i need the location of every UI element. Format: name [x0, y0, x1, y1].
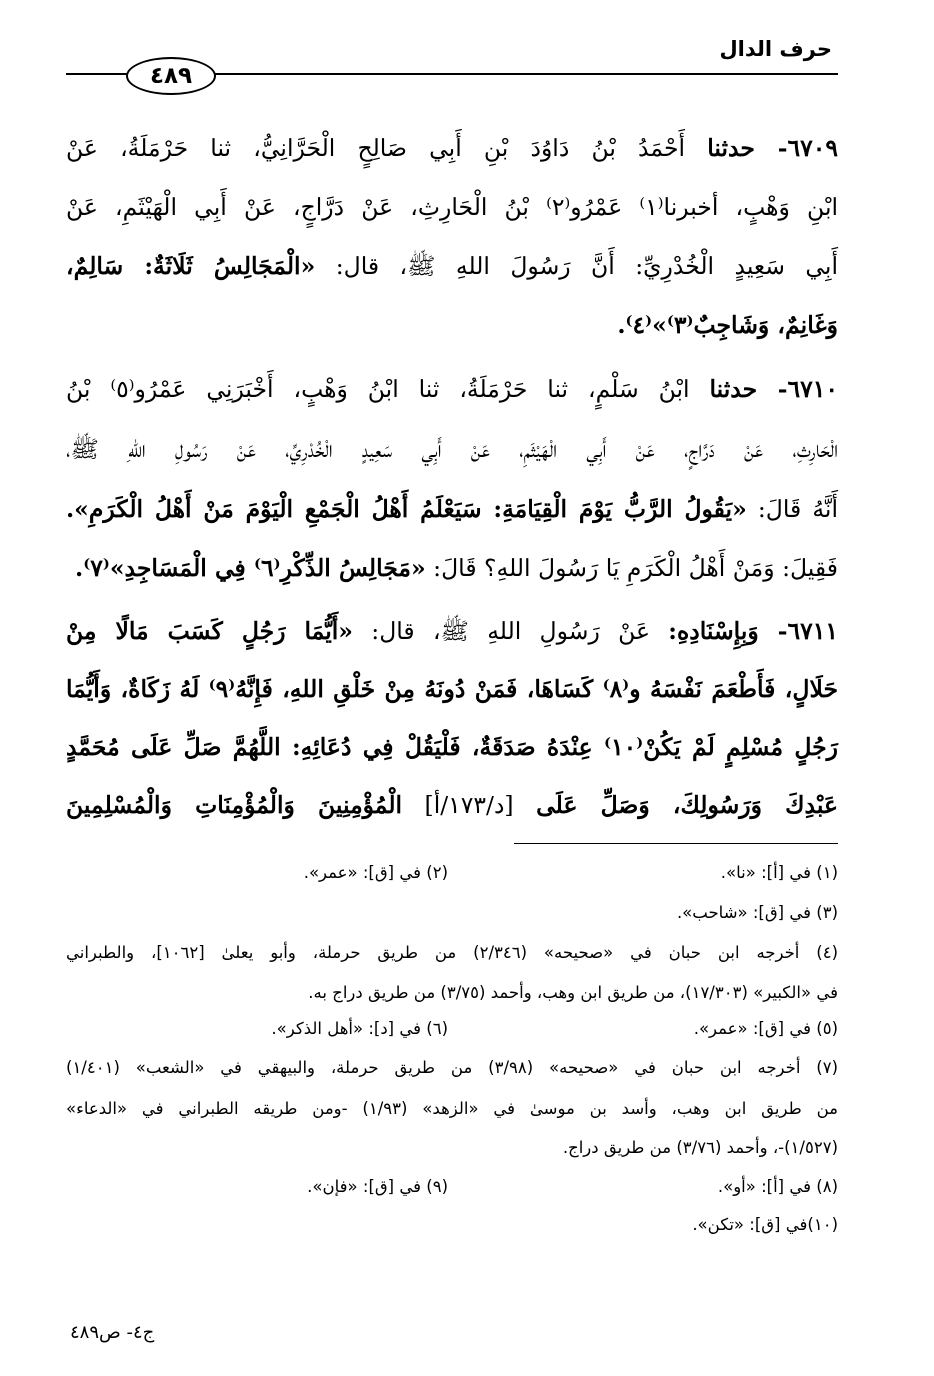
hadith-6710-line-3: أَنَّهُ قَالَ: «يَقُولُ الرَّبُّ يَوْمَ الْقِيَامَةِ: سَيَعْلَمُ أَهْلُ الْجَمْعِ الْيَوْمَ مَنْ أَهْلُ الْكَرَمِ».: [66, 495, 838, 523]
hadith-6709-line-2: ابْنِ وَهْبٍ، أخبرنا⁽١⁾ عَمْرُو⁽٢⁾ بْنُ الْحَارِثِ، عَنْ دَرَّاجٍ، عَنْ أَبِي الْهَيْثَمِ، عَنْ: [66, 193, 839, 221]
page-number-badge: [126, 57, 216, 95]
footnote-7-line-1: (٧) أخرجه ابن حبان في «صحيحه» (٣/٩٨) من طريق حرملة، والبيهقي في «الشعب» (١/٤٠١): [66, 1058, 839, 1077]
hadith-6711-line-1: ٦٧١١- وَبِإِسْنَادِهِ: عَنْ رَسُولِ اللهِ ﷺ، قال: «أَيُّمَا رَجُلٍ كَسَبَ مَالًا مِنْ: [66, 617, 838, 645]
footnote-7-line-3: (١/٥٢٧)-، وأحمد (٣/٧٦) من طريق دراج.: [562, 1138, 838, 1157]
footnote-separator: [514, 843, 838, 844]
hadith-6711-line-4: عَبْدِكَ وَرَسُولِكَ، وَصَلِّ عَلَى [د/١٧٣/أ] الْمُؤْمِنِينَ وَالْمُؤْمِنَاتِ وَالْمُسْلِمِينَ: [66, 791, 838, 819]
footnote-5: (٥) في [ق]: «عمر».: [693, 1019, 838, 1038]
page-number: ٤٨٩: [149, 63, 193, 89]
hadith-number-6711: ٦٧١١- وَبِإِسْنَادِهِ:: [668, 617, 838, 645]
hadith-6711-line-2: حَلَالٍ، فَأَطْعَمَ نَفْسَهُ و⁽٨⁾ كَسَاهَا، فَمَنْ دُونَهُ مِنْ خَلْقِ اللهِ، فَإِنَّهُ⁽٩⁾ لَهُ زَكَاةٌ، وَأَيُّمَا: [66, 675, 838, 703]
footnote-3: (٣) في [ق]: «شاحب».: [676, 903, 838, 922]
hadith-6709-line-1: ٦٧٠٩- حدثنا أَحْمَدُ بْنُ دَاوُدَ بْنِ أَبِي صَالِحٍ الْحَرَّانِيُّ، ثنا حَرْمَلَةُ، عَنْ: [66, 134, 838, 162]
footnote-1: (١) في [أ]: «نا».: [720, 863, 838, 882]
footnote-4-line-2: في «الكبير» (١٧/٣٠٣)، من طريق ابن وهب، وأحمد (٣/٧٥) من طريق دراج به.: [308, 983, 838, 1002]
footnote-8: (٨) في [أ]: «أو».: [717, 1177, 838, 1196]
footnote-4-line-1: (٤) أخرجه ابن حبان في «صحيحه» (٢/٣٤٦) من طريق حرملة، وأبو يعلىٰ [١٠٦٢]، والطبراني: [66, 943, 839, 962]
manuscript-folio-ref: [د/١٧٣/أ]: [424, 791, 514, 819]
hadith-6711-line-3: رَجُلٍ مُسْلِمٍ لَمْ يَكُنْ⁽١٠⁾ عِنْدَهُ صَدَقَةٌ، فَلْيَقُلْ فِي دُعَائِهِ: اللَّهُمَّ صَلِّ عَلَى مُحَمَّدٍ: [66, 733, 838, 761]
footnote-10: (١٠)في [ق]: «تكن».: [692, 1215, 838, 1234]
hadith-number-6710: ٦٧١٠- حدثنا: [709, 375, 838, 403]
running-title: حرف الدال: [719, 37, 832, 61]
footnote-9: (٩) في [ق]: «فإن».: [307, 1177, 448, 1196]
hadith-6710-line-4: فَقِيلَ: وَمَنْ أَهْلُ الْكَرَمِ يَا رَسُولَ اللهِ؟ قَالَ: «مَجَالِسُ الذِّكْرِ⁽٦⁾ فِي الْمَسَاجِدِ»⁽٧⁾.: [75, 554, 838, 582]
hadith-6710-line-2: الْحَارِثِ، عَنْ دَرَّاجٍ، عَنْ أَبِي الْهَيْثَمِ، عَنْ أَبِي سَعِيدٍ الْخُدْرِيِّ، عَنْ رَسُولِ اللهِ ﷺ،: [66, 435, 838, 463]
footnote-6: (٦) في [د]: «أهل الذكر».: [271, 1019, 448, 1038]
volume-page-reference: ج٤- ص٤٨٩: [70, 1322, 155, 1343]
hadith-6710-line-1: ٦٧١٠- حدثنا ابْنُ سَلْمٍ، ثنا حَرْمَلَةُ، ثنا ابْنُ وَهْبٍ، أَخْبَرَنِي عَمْرُو⁽٥⁾ بْنُ: [66, 375, 838, 403]
hadith-number-6709: ٦٧٠٩- حدثنا: [707, 134, 838, 162]
hadith-6709-line-4: وَغَانِمٌ، وَشَاجِبٌ⁽٣⁾»⁽٤⁾.: [617, 311, 838, 339]
hadith-6709-line-3: أَبِي سَعِيدٍ الْخُدْرِيِّ: أَنَّ رَسُولَ اللهِ ﷺ، قال: «الْمَجَالِسُ ثَلَاثَةٌ: سَالِمٌ،: [66, 252, 838, 280]
footnote-2: (٢) في [ق]: «عمر».: [303, 863, 448, 882]
footnote-7-line-2: من طريق ابن وهب، وأسد بن موسىٰ في «الزهد» (١/٩٣) -ومن طريقه الطبراني في «الدعاء»: [66, 1099, 838, 1118]
